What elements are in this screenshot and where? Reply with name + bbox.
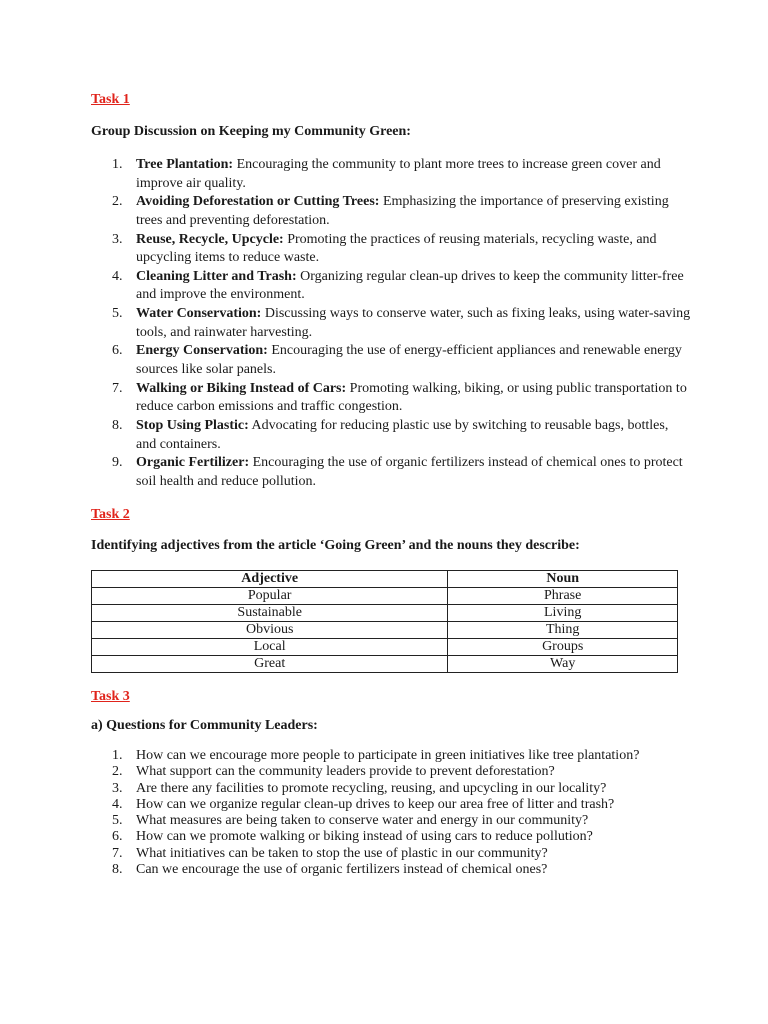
task3-heading: Task 3 — [91, 689, 130, 704]
list-item: 9. Organic Fertilizer: Encouraging the use of organic fertilizers instead of chemical ones to protect soil health and reduce pollution. — [112, 455, 683, 489]
list-item: 4. Cleaning Litter and Trash: Organizing regular clean-up drives to keep the community litter-free and improve the environment. — [112, 268, 684, 303]
noun-cell: Way — [448, 656, 678, 673]
task3-subheading: a) Questions for Community Leaders: — [91, 718, 318, 733]
table-row — [92, 656, 678, 673]
list-item: 3. Are there any facilities to promote recycling, reusing, and upcycling in our locality? — [112, 780, 607, 796]
noun-cell: Living — [448, 605, 678, 622]
list-item: 5. What measures are being taken to conserve water and energy in our community? — [112, 813, 589, 829]
list-item: 7. What initiatives can be taken to stop the use of plastic in our community? — [112, 845, 548, 861]
column-header-noun: Noun — [448, 571, 678, 588]
list-item: 8. Stop Using Plastic: Advocating for reducing plastic use by switching to reusable bags, bottles, and containers. — [112, 418, 669, 452]
list-item: 3. Reuse, Recycle, Upcycle: Promoting the practices of reusing materials, recycling waste, and upcycling items to reduce waste. — [112, 231, 657, 266]
adjective-cell: Popular — [92, 588, 448, 605]
adjective-cell: Obvious — [92, 622, 448, 639]
list-item: 4. How can we organize regular clean-up drives to keep our area free of litter and trash? — [112, 796, 615, 812]
table-header-row — [92, 571, 678, 588]
task1-heading: Task 1 — [91, 92, 130, 107]
table-row — [92, 622, 678, 639]
list-item: 7. Walking or Biking Instead of Cars: Promoting walking, biking, or using public transportation to reduce carbon emissions and traffic congestion. — [112, 380, 687, 415]
task1-list — [91, 156, 691, 492]
noun-cell: Groups — [448, 639, 678, 656]
list-item: 1. How can we encourage more people to participate in green initiatives like tree plantation? — [112, 748, 640, 763]
adjective-cell: Local — [92, 639, 448, 656]
noun-cell: Thing — [448, 622, 678, 639]
list-item: 6. Energy Conservation: Encouraging the use of energy-efficient appliances and renewable energy sources like solar panels. — [112, 343, 682, 377]
column-header-adjective: Adjective — [92, 571, 448, 588]
list-item: 1. Tree Plantation: Encouraging the community to plant more trees to increase green cover and improve air quality. — [112, 157, 661, 191]
list-item: 2. What support can the community leaders provide to prevent deforestation? — [112, 764, 555, 780]
table-row — [92, 605, 678, 622]
task1-subheading: Group Discussion on Keeping my Community Green: — [91, 124, 411, 139]
list-item: 8. Can we encourage the use of organic fertilizers instead of chemical ones? — [112, 862, 548, 878]
adjective-noun-table — [91, 570, 678, 673]
table-row — [92, 639, 678, 656]
task2-heading: Task 2 — [91, 507, 130, 522]
task3-question-list — [91, 748, 691, 878]
table-row — [92, 588, 678, 605]
adjective-cell: Great — [92, 656, 448, 673]
list-item: 2. Avoiding Deforestation or Cutting Trees: Emphasizing the importance of preserving existing trees and preventing deforestation. — [112, 194, 669, 228]
list-item: 5. Water Conservation: Discussing ways to conserve water, such as fixing leaks, using water-saving tools, and rainwater harvesting. — [112, 306, 691, 340]
noun-cell: Phrase — [448, 588, 678, 605]
adjective-cell: Sustainable — [92, 605, 448, 622]
task2-subheading: Identifying adjectives from the article ‘Going Green’ and the nouns they describe: — [91, 538, 580, 553]
list-item: 6. How can we promote walking or biking instead of using cars to reduce pollution? — [112, 829, 593, 845]
